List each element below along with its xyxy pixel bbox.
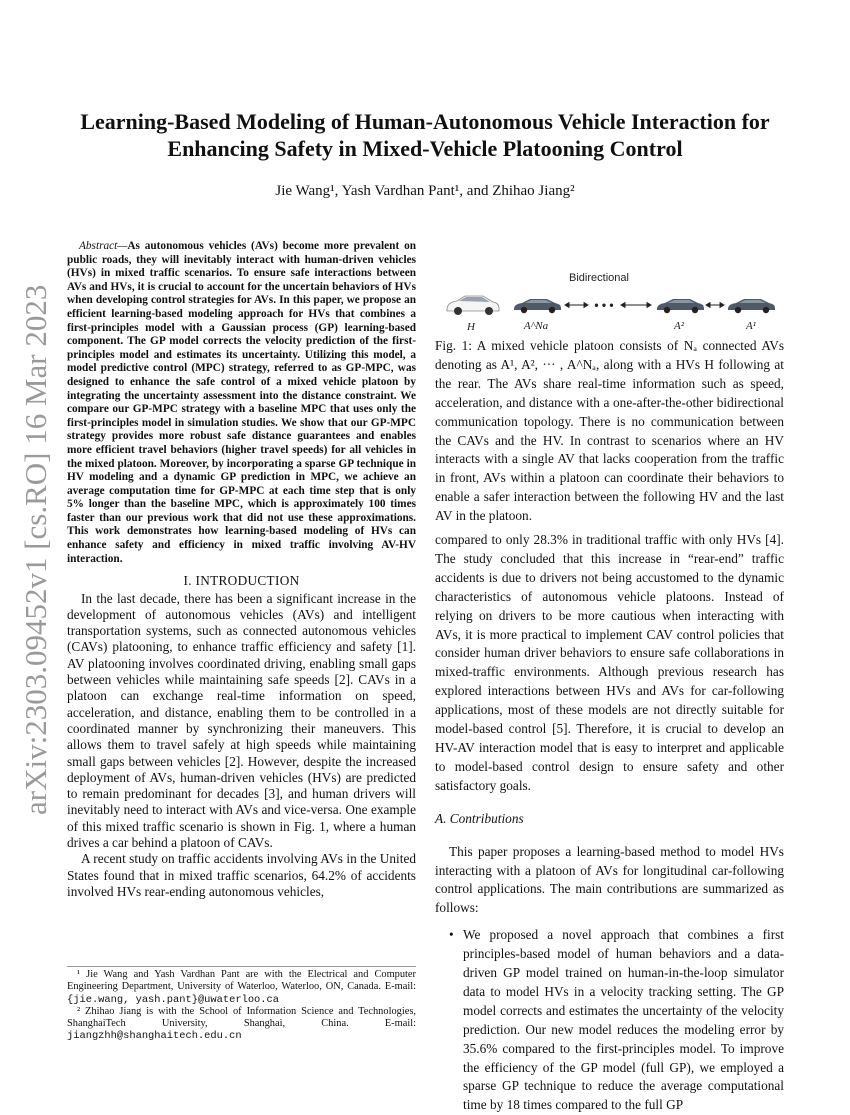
paper-title: Learning-Based Modeling of Human-Autonomous Vehicle Interaction for Enhancing Safety in Mixed-Vehicle Platooning Control [80, 109, 770, 161]
left-column [67, 240, 416, 900]
figure-1 [435, 252, 784, 334]
ellipsis: • • • [594, 298, 614, 312]
label-a1: A¹ [745, 320, 757, 332]
subsection-heading-contributions: A. Contributions [435, 810, 524, 826]
label-a-na: A^Na [523, 320, 549, 332]
label-a2: A² [673, 320, 685, 332]
intro-paragraph-2: A recent study on traffic accidents involving AVs in the United States found that in mixed traffic scenarios, 64.2% of accidents involved HVs rear-ending autonomous vehicles, [67, 851, 416, 899]
arxiv-stamp [4, 260, 64, 820]
footnote-2 [67, 1006, 416, 1043]
bidirectional-label: Bidirectional [569, 272, 629, 284]
platoon-diagram [435, 252, 784, 334]
footnote-2-text: ² Zhihao Jiang is with the School of Information Science and Technologies, ShanghaiTech University, Shanghai, China. E-mail: [67, 1005, 416, 1030]
intro-paragraph-1: In the last decade, there has been a significant increase in the development of autonomous vehicles (AVs) and intelligent transportation systems, such as connected autonomous vehicles (CAVs) platooning, to enhance traffic efficiency and safety [1]. AV platooning involves coordinated driving, enabling small gaps between vehicles while maintaining safe speeds [2]. CAVs in a platoon can exchange real-time information on speed, acceleration, and distance, enabling them to be controlled in a coordinated manner by synchronizing their maneuvers. This allows them to travel safely at high speeds while maintaining small gaps between vehicles [2]. However, despite the increased deployment of AVs, human-driven vehicles (HVs) are predicted to remain predominant for decades [3], and human drivers will inevitably need to interact with AVs and vice-versa. One example of this mixed traffic scenario is shown in Fig. 1, where a human drives a car behind a platoon of CAVs. [67, 590, 416, 850]
author-list: Jie Wang¹, Yash Vardhan Pant¹, and Zhihao Jiang² [275, 183, 575, 199]
abstract-label: Abstract— [79, 240, 128, 252]
autonomous-vehicle-icon [514, 299, 561, 313]
figure-1-caption: Fig. 1: A mixed vehicle platoon consists of Nₐ connected AVs denoting as A¹, A², ··· , A^Nₐ, along with a HVs H following at the rear. The AVs share real-time information such as speed, acceleration, and distance with a one-after-the-other bidirectional communication topology. There is no communication between the CAVs and the HV. In contrast to scenarios where an HV interacts with a single AV that lacks cooperation from the traffic in front, AVs within a platoon can coordinate their behaviors to enable a safer interaction between the following HV and the last AV in the platoon. [435, 338, 784, 524]
right-column-top [435, 240, 784, 526]
autonomous-vehicle-icon [657, 299, 704, 313]
abstract [67, 240, 416, 566]
footnote-1-text: ¹ Jie Wang and Yash Vardhan Pant are with the Electrical and Computer Engineering Department, University of Waterloo, Waterloo, ON, Canada. E-mail: [67, 969, 416, 993]
right-paragraph-1: compared to only 28.3% in traditional traffic with only HVs [4]. The study concluded that this increase in “rear-end” traffic accidents is due to drivers not being accustomed to the dynamic characteristics of autonomous vehicle platoons. Instead of relying on drivers to be more cautious when interacting with AVs, it is more practical to implement CAV control policies that consider human driver behaviors to ensure safe collaborations in mixed-traffic environments. Although previous research has explored interactions between HVs and AVs for car-following applications, most of these models are not directly suitable for model-based control [5]. Therefore, it is crucial to develop an HV-AV interaction model that is easy to interpret and applicable to model-based control design to ensure safety and other satisfactory goals. [435, 532, 784, 793]
footnote-1 [67, 969, 416, 1006]
footnote-1-email: {jie.wang, yash.pant}@uwaterloo.ca [67, 993, 280, 1006]
right-paragraph-2: This paper proposes a learning-based method to model HVs interacting with a platoon of AVs for longitudinal car-following control applications. The main contributions are summarized as follows: [435, 843, 784, 916]
footnotes [67, 966, 416, 1043]
arxiv-id: arXiv:2303.09452v1 [cs.RO] 16 Mar 2023 [18, 284, 53, 815]
contribution-list [435, 926, 784, 1115]
label-h: H [467, 321, 475, 333]
list-item: • We proposed a novel approach that combines a first principles-based model of human behaviors and a data-driven GP model trained on human-in-the-loop simulator data to model HVs in a velocity tracking setting. The GP model corrects and estimates the uncertainty of the velocity prediction. Our new model reduces the modeling error by 35.6% compared to the first-principles model. To improve the efficiency of the GP model (full GP), we employed a sparse GP technique to reduce the average computational time by 18 times compared to the full GP [463, 926, 784, 1115]
autonomous-vehicle-icon [728, 299, 775, 313]
section-heading-introduction: I. INTRODUCTION [183, 573, 300, 589]
abstract-text: As autonomous vehicles (AVs) become more prevalent on public roads, they will inevitably interact with human-driven vehicles (HVs) in mixed traffic scenarios. To ensure safe interactions between AVs and HVs, it is crucial to account for the uncertain behaviors of HVs when developing control strategies for AVs. In this paper, we propose an efficient learning-based modeling approach for HVs that combines a first-principles model with a Gaussian process (GP) learning-based component. The GP model corrects the velocity prediction of the first-principles model and estimates its uncertainty. Utilizing this model, a model predictive control (MPC) strategy, referred to as GP-MPC, was designed to enhance the safe control of a mixed vehicle platoon by integrating the uncertainty assessment into the distance constraint. We compare our GP-MPC strategy with a baseline MPC that uses only the first-principles model in simulation studies. We show that our GP-MPC strategy provides more robust safe distance guarantees and enables more efficient travel behaviors (higher travel speeds) for all vehicles in the mixed platoon. Moreover, by incorporating a sparse GP technique in HV modeling and a dynamic GP prediction in MPC, we achieve an average computation time for GP-MPC at each time step that is only 5% longer than the baseline MPC, which is approximately 100 times faster than our previous work that did not use these approximations. This work demonstrates how learning-based modeling of HVs can enhance safety and efficiency in mixed traffic involving AV-HV interaction. [67, 240, 416, 565]
human-vehicle-icon [447, 296, 499, 315]
footnote-2-email: jiangzhh@shanghaitech.edu.cn [67, 1030, 242, 1043]
right-column-bottom [435, 531, 784, 1115]
